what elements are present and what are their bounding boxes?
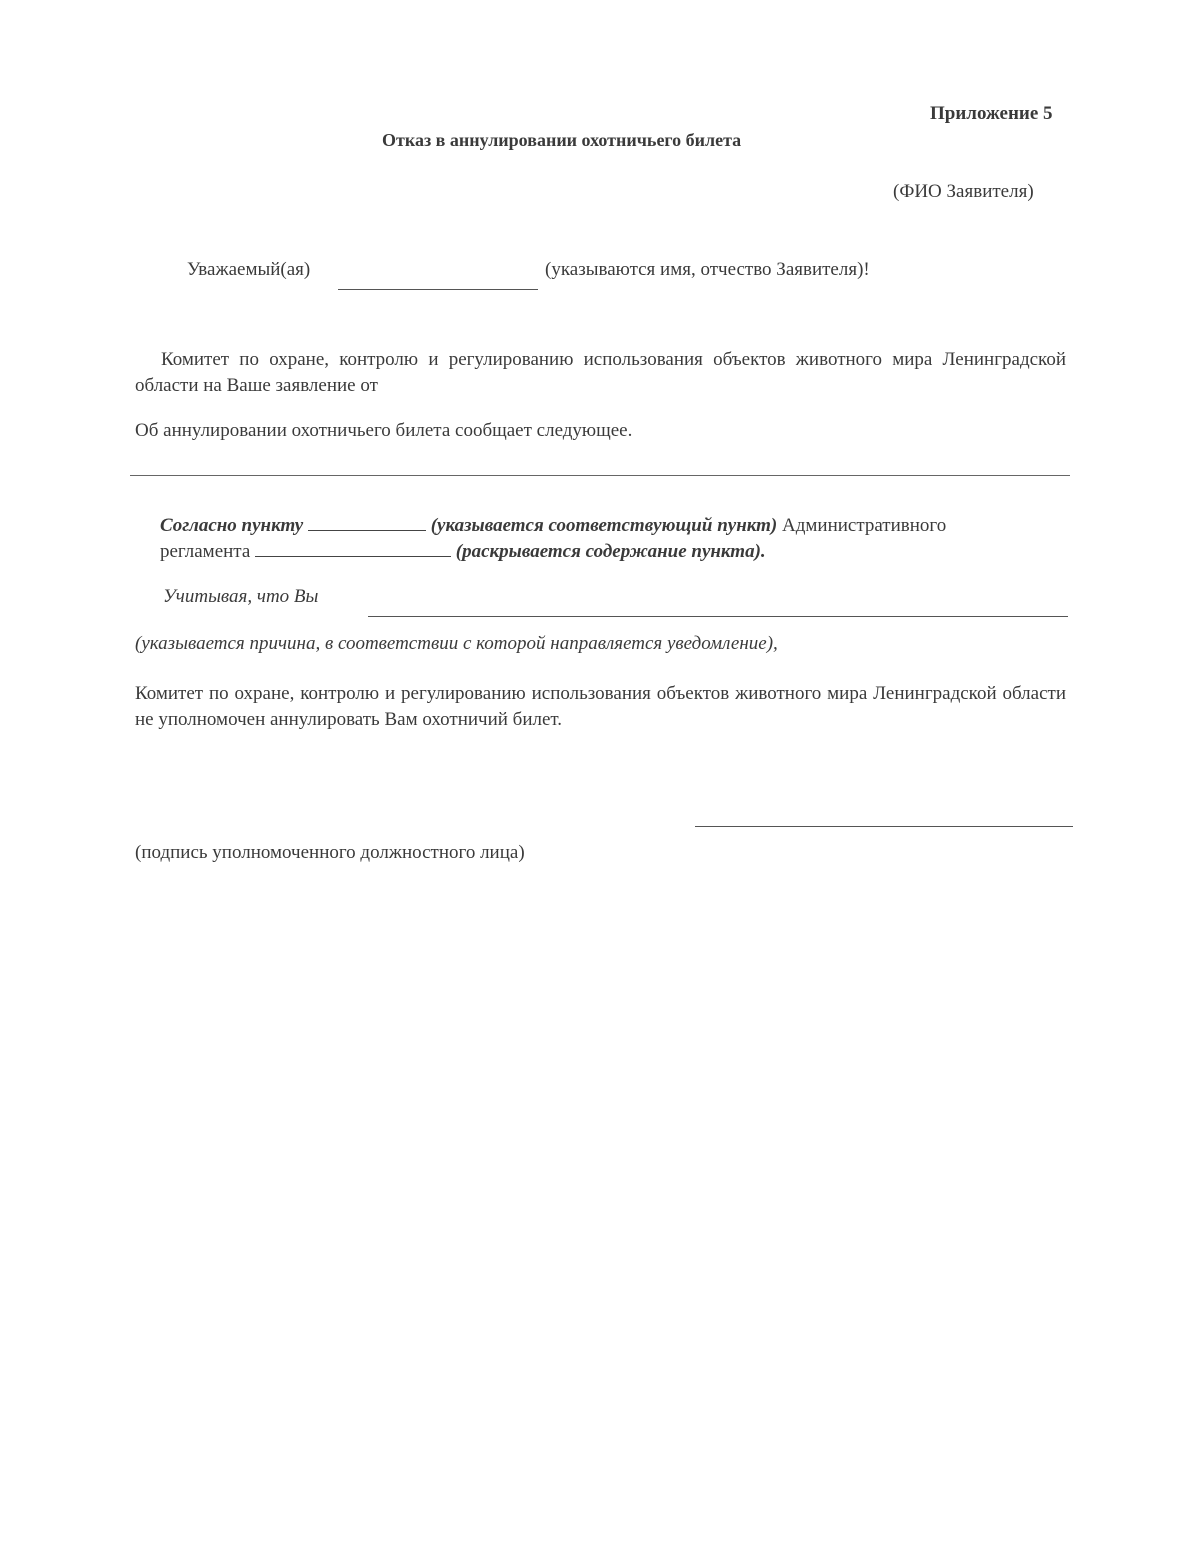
clause-line-1 [160,515,946,537]
appendix-label: Приложение 5 [930,103,1053,124]
signature-caption: (подпись уполномоченного должностного лица) [135,842,525,863]
greeting-name-blank [338,289,538,290]
separator-line [130,475,1070,476]
considering-blank [368,616,1068,617]
clause-regulation: регламента [160,541,251,562]
paragraph-conclusion-text: Комитет по охране, контролю и регулированию использования объектов животного мира Ленинградской области не уполномочен аннулировать Вам охотничий билет. [135,683,1066,730]
considering-label: Учитывая, что Вы [163,586,319,607]
paragraph-annulment: Об аннулировании охотничьего билета сообщает следующее. [135,420,633,441]
clause-point-hint: (указывается соответствующий пункт) [430,515,778,536]
reason-hint: (указывается причина, в соответствии с которой направляется уведомление), [135,633,778,654]
paragraph-request [135,347,1066,399]
paragraph-conclusion [135,681,1066,733]
clause-content-hint: (раскрывается содержание пункта). [455,541,766,562]
clause-admin: Административного [781,515,947,536]
signature-line [695,826,1073,827]
clause-regulation-blank [255,555,451,557]
clause-line-2 [160,541,766,563]
paragraph-request-text: Комитет по охране, контролю и регулированию использования объектов животного мира Ленинградской области на Ваше заявление от [135,349,1066,396]
greeting-prefix: Уважаемый(ая) [187,259,311,280]
document-title: Отказ в аннулировании охотничьего билета [382,130,742,150]
applicant-fio-label: (ФИО Заявителя) [893,181,1034,202]
clause-point-blank [308,529,426,531]
clause-according-to: Согласно пункту [160,515,304,536]
greeting-suffix: (указываются имя, отчество Заявителя)! [545,259,870,280]
